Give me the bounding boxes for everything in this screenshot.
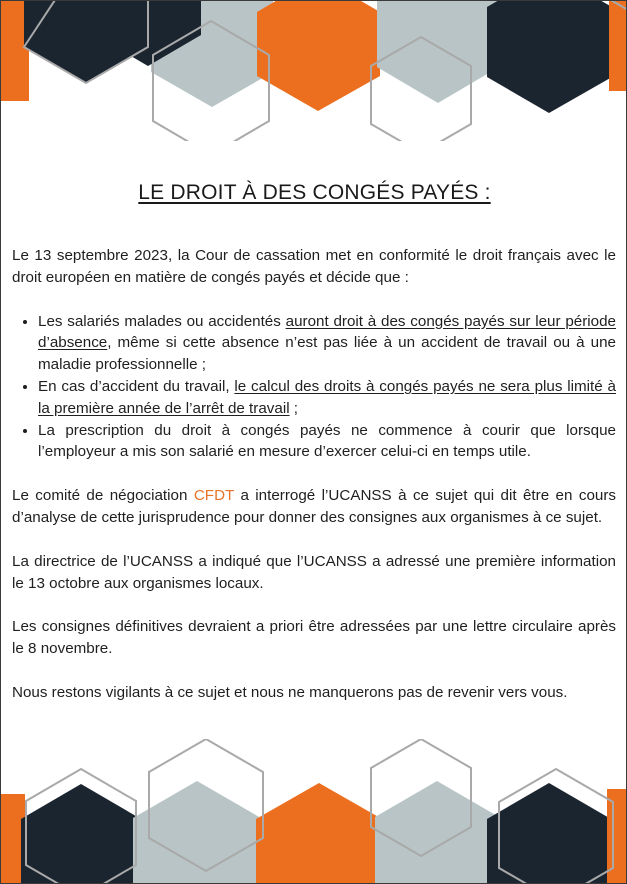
hex-orange [609,1,627,91]
bullet-list [12,311,616,464]
hex-grey [375,781,499,884]
underlined-text: le calcul des droits à congés payés ne sera plus limité à la première année de l’arrêt de travail [38,377,616,417]
article-body [12,245,616,704]
underlined-text: auront droit à des congés payés sur leur période d’absence [38,312,616,352]
hex-orange [256,783,382,884]
list-item: • Les salariés malades ou accidentés auront droit à des congés payés sur leur période d’absence, même si cette absence n’est pas liée à un accident de travail ou à une maladie professionnelle ; [38,311,616,376]
page-title: LE DROIT À DES CONGÉS PAYÉS : [138,181,491,204]
bottom-hexagon-banner [1,739,627,884]
cfdt-label: CFDT [193,487,235,505]
cfdt-paragraph: Le comité de négociation CFDT a interrogé l’UCANSS à ce sujet qui dit être en cours d’analyse de cette jurisprudence pour donner des consignes aux organismes à ce sujet. [12,487,616,526]
hex-orange [257,1,380,111]
consignes-paragraph: Les consignes définitives devraient a priori être adressées par une lettre circulaire après le 8 novembre. [12,618,616,658]
top-hexagon-banner [1,1,627,141]
directrice-paragraph: La directrice de l’UCANSS a indiqué que l’UCANSS a adressé une première information le 13 octobre aux organismes locaux. [12,552,616,592]
hex-grey [133,781,261,884]
list-item: • La prescription du droit à congés payés ne commence à courir que lorsque l’employeur a mis son salarié en mesure d’exercer celui-ci en temps utile. [38,420,616,464]
hex-navy [487,1,612,113]
hex-navy [21,784,141,884]
intro-paragraph: Le 13 septembre 2023, la Cour de cassation met en conformité le droit français avec le droit européen en matière de congés payés et décide que : [12,247,616,286]
list-item: • En cas d’accident du travail, le calcul des droits à congés payés ne sera plus limité à la première année de l’arrêt de travail ; [38,376,616,420]
vigilants-paragraph: Nous restons vigilants à ce sujet et nous ne manquerons pas de revenir vers vous. [12,683,568,701]
